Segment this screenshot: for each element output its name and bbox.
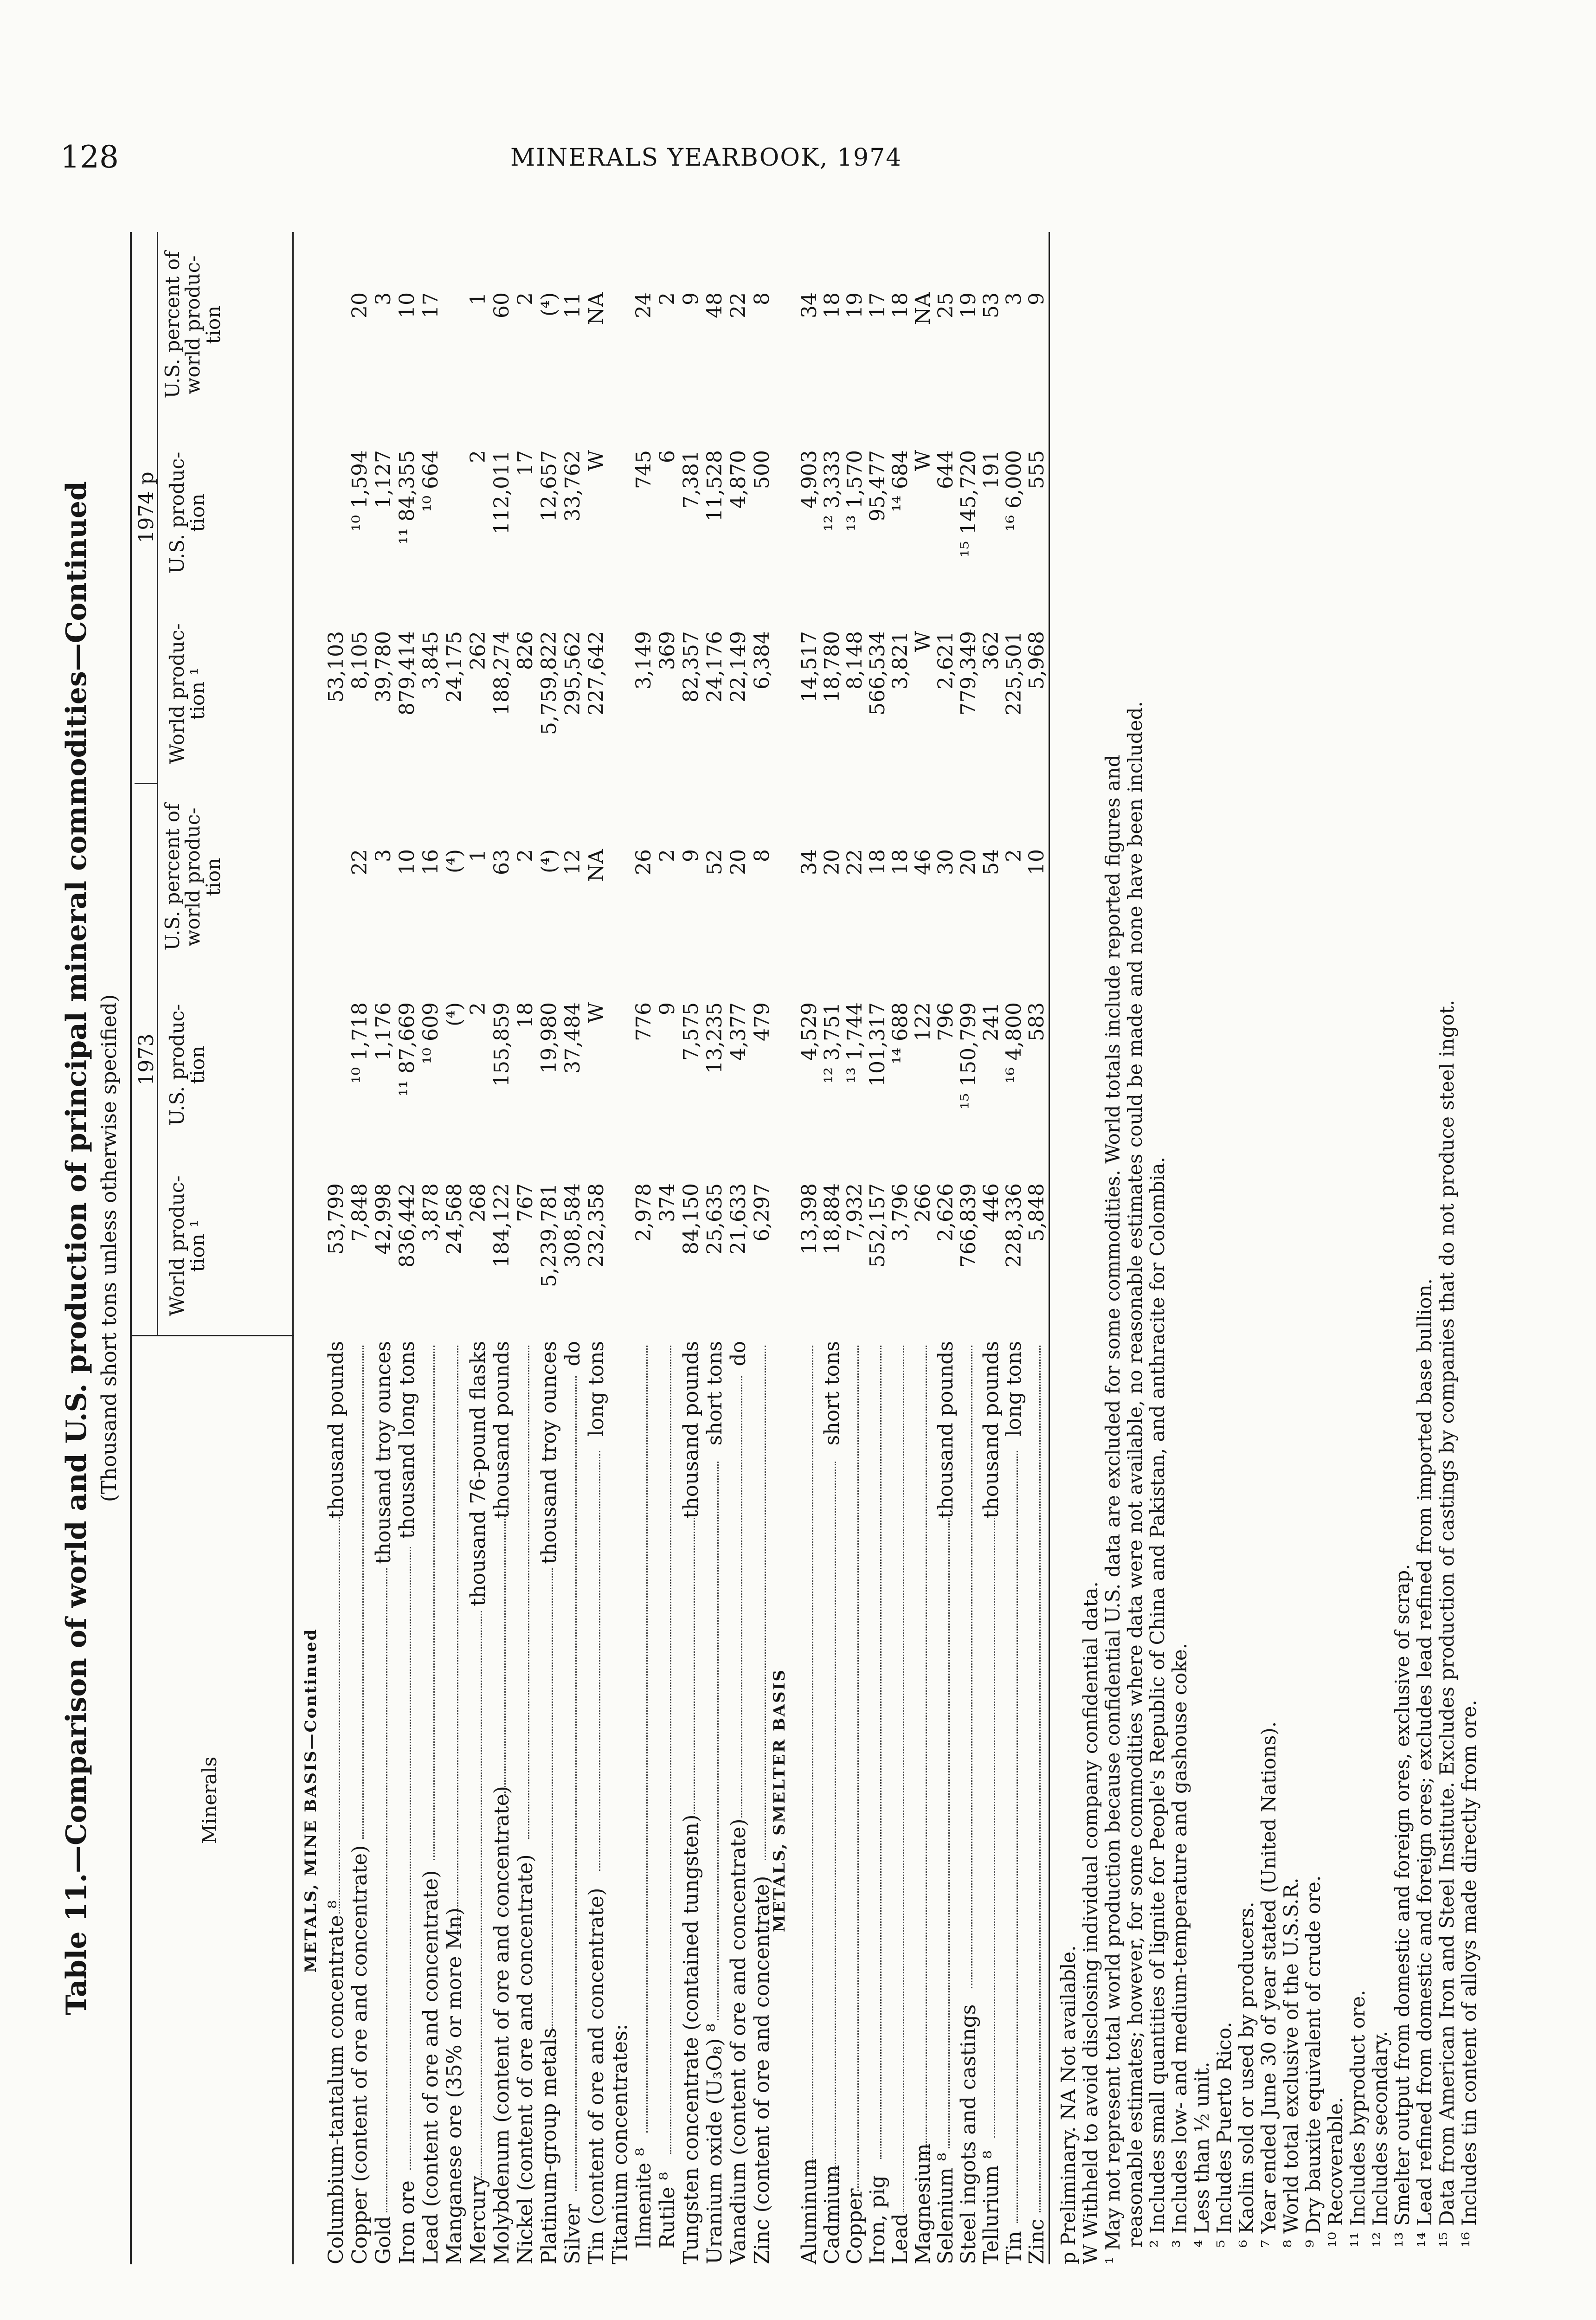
- cell-u73: 4,377: [727, 1002, 750, 1061]
- cell-u74: 33,762: [561, 450, 585, 522]
- table-row: [656, 232, 679, 2264]
- cell-w73: 3,796: [888, 1183, 912, 1242]
- table-row: [912, 232, 935, 2264]
- cell-w73: 836,442: [395, 1183, 419, 1268]
- cell-w74: 3,821: [888, 631, 912, 690]
- cell-w74: 262: [466, 631, 490, 670]
- footnote: ¹⁶ Includes tin content of alloys made directly from ore.: [1458, 1700, 1480, 2248]
- table-row: [980, 232, 1003, 2264]
- row-label: Titanium concentrates:: [608, 2024, 632, 2264]
- cell-u73: ¹⁰ 609: [419, 1002, 443, 1064]
- table-row: [396, 232, 419, 2264]
- table-row: [866, 232, 889, 2264]
- cell-u74: ¹⁴ 684: [888, 450, 912, 512]
- footnote: ¹⁴ Lead refined from domestic and foreign ores; excludes lead refined from imported base bullion.: [1413, 1278, 1436, 2248]
- row-label: Copper: [843, 2188, 867, 2264]
- cell-w73: 446: [979, 1183, 1003, 1222]
- dot-leader: [528, 1346, 529, 1839]
- cell-w74: W: [911, 631, 935, 652]
- cell-u74: 500: [750, 450, 774, 489]
- cell-w74: 295,562: [561, 631, 585, 715]
- period-1973: 1973: [135, 1033, 158, 1086]
- cell-u73: (⁴): [443, 1002, 466, 1026]
- table-subtitle: (Thousand short tons unless otherwise specified): [97, 994, 121, 1502]
- cell-u73: ¹⁰ 1,718: [348, 1002, 372, 1084]
- cell-u74: 644: [934, 450, 958, 489]
- col-header-world-1974: World produc- tion ¹: [166, 623, 209, 764]
- cell-u74: 745: [632, 450, 656, 489]
- cell-p73: 2: [1002, 849, 1026, 862]
- cell-p74: 2: [656, 292, 679, 305]
- table-row: [490, 232, 514, 2264]
- cell-w74: 53,103: [324, 631, 348, 702]
- cell-p73: 54: [979, 849, 1003, 875]
- cell-u73: 7,575: [679, 1002, 703, 1061]
- cell-w73: 13,398: [798, 1183, 821, 1255]
- row-label: Aluminum: [798, 2158, 821, 2264]
- cell-p73: 46: [911, 849, 935, 875]
- cell-p73: 30: [934, 849, 958, 875]
- row-label: Copper (content of ore and concentrate): [348, 1845, 372, 2264]
- cell-p74: 10: [395, 292, 419, 318]
- cell-u73: 241: [979, 1002, 1003, 1041]
- cell-u74: ¹⁶ 6,000: [1002, 450, 1026, 532]
- running-head: MINERALS YEARBOOK, 1974: [510, 144, 902, 172]
- cell-p73: 20: [957, 849, 980, 875]
- cell-w73: 228,336: [1002, 1183, 1026, 1268]
- row-label: Iron, pig: [866, 2175, 889, 2264]
- cell-w73: 7,848: [348, 1183, 372, 1242]
- row-label: Zinc: [1025, 2219, 1049, 2264]
- cell-p74: 2: [514, 292, 537, 305]
- table-row: [727, 232, 750, 2264]
- table-row: [703, 232, 727, 2264]
- cell-p74: (⁴): [537, 292, 561, 316]
- cell-w74: 227,642: [585, 631, 608, 715]
- cell-w74: 362: [979, 631, 1003, 670]
- cell-p74: 18: [820, 292, 844, 318]
- dot-leader: [410, 1547, 411, 2170]
- cell-u74: ¹⁵ 145,720: [957, 450, 980, 558]
- row-label: Rutile ⁸: [656, 2172, 679, 2249]
- table-row: [798, 232, 821, 2264]
- cell-w74: 3,845: [419, 631, 443, 690]
- dot-leader: [880, 1346, 882, 2159]
- row-label: Vanadium (content of ore and concentrate): [727, 1818, 750, 2264]
- dot-leader: [457, 1346, 458, 1935]
- row-label: Tellurium ⁸: [979, 2150, 1003, 2264]
- cell-u74: ¹² 3,333: [820, 450, 844, 532]
- cell-u74: 555: [1025, 450, 1049, 489]
- cell-w74: 3,149: [632, 631, 656, 690]
- cell-u74: W: [585, 450, 608, 471]
- cell-w74: 369: [656, 631, 679, 670]
- row-unit: thousand pounds: [490, 1341, 514, 1519]
- cell-u73: ¹³ 1,744: [843, 1002, 867, 1084]
- cell-w73: 232,358: [585, 1183, 608, 1268]
- footnote: ¹⁰ Recoverable.: [1324, 2097, 1347, 2248]
- cell-p74: 48: [703, 292, 727, 318]
- cell-u74: 11,528: [703, 450, 727, 522]
- row-label: Manganese ore (35% or more Mn): [443, 1908, 466, 2264]
- dot-leader: [903, 1346, 904, 2212]
- table-row: [467, 232, 490, 2264]
- cell-w74: 8,105: [348, 631, 372, 690]
- cell-u73: 2: [466, 1002, 490, 1015]
- dot-leader: [812, 1346, 813, 2170]
- row-label: Mercury: [466, 2176, 490, 2264]
- cell-p73: 10: [1025, 849, 1049, 875]
- dot-leader: [926, 1346, 927, 2159]
- footnote: ⁷ Year ended June 30 of year stated (United Nations).: [1257, 1721, 1280, 2248]
- cell-p73: 52: [703, 849, 727, 875]
- table-row: [419, 232, 443, 2264]
- table-row: [889, 232, 912, 2264]
- cell-p73: NA: [585, 849, 608, 882]
- cell-w74: 779,349: [957, 631, 980, 715]
- rotated-table: [60, 232, 1522, 2264]
- table-row: [934, 232, 958, 2264]
- cell-w74: 8,148: [843, 631, 867, 690]
- cell-p74: NA: [911, 292, 935, 325]
- cell-u73: ¹¹ 87,669: [395, 1002, 419, 1097]
- top-rule: [130, 232, 132, 2264]
- row-unit: do: [727, 1341, 750, 1366]
- cell-w73: 5,239,781: [537, 1183, 561, 1287]
- cell-u73: 796: [934, 1002, 958, 1041]
- row-label: Platinum-group metals: [537, 2028, 561, 2264]
- cell-w73: 42,998: [372, 1183, 395, 1255]
- row-label: Iron ore: [395, 2180, 419, 2264]
- row-unit: thousand troy ounces: [372, 1341, 395, 1564]
- cell-u73: ¹² 3,751: [820, 1002, 844, 1084]
- footnote: p Preliminary. NA Not available.: [1057, 1945, 1080, 2264]
- cell-w74: 5,968: [1025, 631, 1049, 690]
- table-row: [538, 232, 561, 2264]
- col-header-pct-1974: U.S. percent of world produc- tion: [161, 251, 225, 399]
- page-header: [0, 0, 1596, 195]
- cell-u74: ¹⁰ 664: [419, 450, 443, 512]
- cell-w73: 268: [466, 1183, 490, 1222]
- dot-leader: [552, 1568, 553, 2031]
- footnote: ¹¹ Includes byproduct ore.: [1346, 1990, 1369, 2248]
- cell-w73: 84,150: [679, 1183, 703, 1255]
- row-unit: thousand troy ounces: [537, 1341, 561, 1564]
- cell-u74: 17: [514, 450, 537, 476]
- cell-p74: 20: [348, 292, 372, 318]
- dot-leader: [386, 1568, 387, 2212]
- cell-p74: NA: [585, 292, 608, 325]
- cell-p74: 22: [727, 292, 750, 318]
- cell-u73: 18: [514, 1002, 537, 1028]
- dot-leader: [857, 1346, 859, 2191]
- cell-p73: 20: [820, 849, 844, 875]
- footnote: ¹ May not represent total world production because confidential U.S. data are excluded for some commodities. World totals include reported figures and: [1101, 754, 1124, 2264]
- cell-u73: 4,529: [798, 1002, 821, 1061]
- table-row: [843, 232, 867, 2264]
- cell-u74: W: [911, 450, 935, 471]
- table-row: [561, 232, 585, 2264]
- row-label: Tungsten concentrate (contained tungsten): [679, 1814, 703, 2264]
- cell-p73: 20: [727, 849, 750, 875]
- cell-p74: 3: [372, 292, 395, 305]
- dot-leader: [433, 1346, 435, 1860]
- cell-w73: 6,297: [750, 1183, 774, 1242]
- row-unit: long tons: [585, 1341, 608, 1437]
- cell-p73: 26: [632, 849, 656, 875]
- cell-p74: 17: [419, 292, 443, 318]
- cell-w74: 188,274: [490, 631, 514, 715]
- cell-w74: 22,149: [727, 631, 750, 702]
- footnote: ³ Includes low- and medium-temperature and gashouse coke.: [1168, 1643, 1191, 2248]
- row-unit: do: [561, 1341, 585, 1366]
- cell-p73: 22: [348, 849, 372, 875]
- row-label: Tin: [1002, 2231, 1026, 2264]
- row-label: Silver: [561, 2204, 585, 2264]
- row-unit: short tons: [820, 1341, 844, 1446]
- row-label: Nickel (content of ore and concentrate): [514, 1854, 537, 2264]
- row-label: Steel ingots and castings: [957, 2004, 980, 2264]
- cell-w73: 3,878: [419, 1183, 443, 1242]
- cell-p73: 3: [372, 849, 395, 862]
- table-row: [348, 232, 372, 2264]
- cell-u74: 4,903: [798, 450, 821, 509]
- cell-w74: 566,534: [866, 631, 889, 715]
- period-1974: 1974 p: [135, 471, 158, 543]
- row-label: Molybdenum (content of ore and concentrate): [490, 1786, 514, 2264]
- cell-w74: 14,517: [798, 631, 821, 702]
- cell-w74: 826: [514, 631, 537, 670]
- col-header-world-1973: World produc- tion ¹: [166, 1175, 209, 1316]
- col-header-pct-1973: U.S. percent of world produc- tion: [161, 803, 225, 951]
- page-number: 128: [60, 139, 119, 175]
- table-row: [1003, 232, 1026, 2264]
- row-unit: thousand pounds: [324, 1341, 348, 1519]
- cell-u74: ¹³ 1,570: [843, 450, 867, 532]
- cell-u74: 191: [979, 450, 1003, 489]
- footnote: ¹³ Smelter output from domestic and foreign ores, exclusive of scrap.: [1391, 1564, 1414, 2248]
- cell-p73: 2: [514, 849, 537, 862]
- row-unit: thousand long tons: [395, 1341, 419, 1539]
- cell-u73: 1,176: [372, 1002, 395, 1061]
- cell-u73: 122: [911, 1002, 935, 1041]
- row-label: Ilmenite ⁸: [632, 2148, 656, 2249]
- cell-u73: ¹⁶ 4,800: [1002, 1002, 1026, 1084]
- dot-leader: [481, 1611, 482, 2180]
- table-bottom-rule: [1049, 232, 1050, 2264]
- cell-p74: 1: [466, 292, 490, 305]
- col-header-minerals: Minerals: [198, 1756, 221, 1844]
- cell-w73: 308,584: [561, 1183, 585, 1268]
- cell-w73: 766,839: [957, 1183, 980, 1268]
- footnote: ⁶ Kaolin sold or used by producers.: [1235, 1901, 1258, 2248]
- cell-w73: 552,157: [866, 1183, 889, 1268]
- footnote: ² Includes small quantities of lignite for People's Republic of China and Pakistan, and anthracite for Colombia.: [1146, 1157, 1169, 2248]
- cell-w73: 767: [514, 1183, 537, 1222]
- cell-w73: 53,799: [324, 1183, 348, 1255]
- table-row: [443, 232, 466, 2264]
- row-label: Tin (content of ore and concentrate): [585, 1888, 608, 2264]
- col-header-us-1973: U.S. produc- tion: [166, 1004, 209, 1126]
- table-title: Table 11.—Comparison of world and U.S. production of principal mineral commodities—Continued: [60, 481, 93, 2015]
- cell-w74: 39,780: [372, 631, 395, 702]
- table-row: [632, 232, 656, 2264]
- dot-leader: [765, 1346, 766, 1860]
- cell-u74: ¹¹ 84,355: [395, 450, 419, 545]
- cell-w73: 7,932: [843, 1183, 867, 1242]
- cell-p73: 63: [490, 849, 514, 875]
- cell-u74: 112,011: [490, 450, 514, 535]
- cell-p73: 34: [798, 849, 821, 875]
- row-label: Uranium oxide (U₃O₈) ⁸: [703, 2024, 727, 2264]
- cell-p74: 19: [843, 292, 867, 318]
- cell-u73: 9: [656, 1002, 679, 1015]
- cell-p74: 11: [561, 292, 585, 318]
- row-label: Cadmium: [820, 2165, 844, 2264]
- cell-u73: W: [585, 1002, 608, 1024]
- cell-w73: 266: [911, 1183, 935, 1222]
- footnote: ⁴ Less than ½ unit.: [1191, 2062, 1213, 2248]
- cell-u73: 155,859: [490, 1002, 514, 1087]
- cell-p73: 10: [395, 849, 419, 875]
- cell-p73: 18: [866, 849, 889, 875]
- row-unit: thousand pounds: [934, 1341, 958, 1519]
- cell-u73: 479: [750, 1002, 774, 1041]
- header-bottom-rule: [292, 232, 294, 2264]
- cell-w74: 24,175: [443, 631, 466, 702]
- cell-p73: 1: [466, 849, 490, 862]
- dot-leader: [670, 1346, 671, 2154]
- cell-u73: 583: [1025, 1002, 1049, 1041]
- cell-u73: 19,980: [537, 1002, 561, 1074]
- table-row: [1025, 232, 1049, 2264]
- row-label: Columbium-tantalum concentrate ⁸: [324, 1900, 348, 2264]
- cell-p74: 8: [750, 292, 774, 305]
- row-unit: thousand 76-pound flasks: [466, 1341, 490, 1606]
- cell-p74: 9: [679, 292, 703, 305]
- cell-p74: 18: [888, 292, 912, 318]
- footnote: ⁸ World total exclusive of the U.S.S.R.: [1280, 1877, 1302, 2248]
- footnote: ¹² Includes secondary.: [1369, 2030, 1391, 2248]
- table-row: [585, 232, 608, 2264]
- cell-p74: 34: [798, 292, 821, 318]
- cell-u73: 101,317: [866, 1002, 889, 1087]
- cell-u73: ¹⁵ 150,799: [957, 1002, 980, 1110]
- row-unit: long tons: [1002, 1341, 1026, 1437]
- cell-u74: 6: [656, 450, 679, 463]
- footnote: ¹⁵ Data from American Iron and Steel Institute. Excludes production of castings by companies that do not produce steel ingot.: [1435, 999, 1458, 2248]
- section-smelter-basis: METALS, SMELTER BASIS: [770, 1669, 789, 1932]
- cell-p74: 24: [632, 292, 656, 318]
- table-row: [609, 232, 632, 2264]
- cell-w74: 225,501: [1002, 631, 1026, 715]
- cell-p74: 19: [957, 292, 980, 318]
- cell-w74: 82,357: [679, 631, 703, 702]
- cell-u73: 13,235: [703, 1002, 727, 1074]
- cell-u73: ¹⁴ 688: [888, 1002, 912, 1064]
- cell-w74: 5,759,822: [537, 631, 561, 735]
- cell-w74: 2,621: [934, 631, 958, 690]
- cell-p74: 25: [934, 292, 958, 318]
- cell-u74: 4,870: [727, 450, 750, 509]
- cell-w74: 18,780: [820, 631, 844, 702]
- cell-u73: 37,484: [561, 1002, 585, 1074]
- row-label: Gold: [372, 2216, 395, 2264]
- row-unit: short tons: [703, 1341, 727, 1446]
- cell-u74: 1,127: [372, 450, 395, 509]
- table-row: [821, 232, 844, 2264]
- cell-w73: 25,635: [703, 1183, 727, 1255]
- cell-p73: 2: [656, 849, 679, 862]
- cell-u74: 12,657: [537, 450, 561, 522]
- row-label: Selenium ⁸: [934, 2152, 958, 2264]
- cell-p74: 17: [866, 292, 889, 318]
- row-label: Zinc (content of ore and concentrate): [750, 1875, 774, 2264]
- dot-leader: [646, 1346, 648, 2133]
- table-row: [514, 232, 537, 2264]
- dot-leader: [362, 1346, 364, 1839]
- cell-w74: 6,384: [750, 631, 774, 690]
- section-mine-basis: METALS, MINE BASIS—Continued: [302, 1628, 320, 1973]
- col-header-us-1974: U.S. produc- tion: [166, 451, 209, 574]
- cell-p73: 18: [888, 849, 912, 875]
- cell-p73: 8: [750, 849, 774, 862]
- cell-w73: 21,633: [727, 1183, 750, 1255]
- cell-p74: 53: [979, 292, 1003, 318]
- cell-p73: 22: [843, 849, 867, 875]
- footnote: W Withheld to avoid disclosing individual company confidential data.: [1079, 1581, 1102, 2264]
- cell-u73: 776: [632, 1002, 656, 1041]
- dot-leader: [971, 1346, 972, 1988]
- table-row: [325, 232, 348, 2264]
- row-label: Lead: [888, 2213, 912, 2264]
- cell-w74: 24,176: [703, 631, 727, 702]
- row-label: Lead (content of ore and concentrate): [419, 1870, 443, 2264]
- row-unit: thousand pounds: [679, 1341, 703, 1519]
- cell-p74: 60: [490, 292, 514, 318]
- table-row: [957, 232, 980, 2264]
- cell-p73: (⁴): [443, 849, 466, 873]
- cell-w73: 2,978: [632, 1183, 656, 1242]
- table-row: [372, 232, 395, 2264]
- footnote: reasonable estimates; however, for some commodities where data were not available, no reasonable estimates could be made and none have been included.: [1124, 701, 1146, 2248]
- cell-w73: 2,626: [934, 1183, 958, 1242]
- cell-p74: 3: [1002, 292, 1026, 305]
- cell-w74: 879,414: [395, 631, 419, 715]
- footnote: ⁹ Dry bauxite equivalent of crude ore.: [1302, 1875, 1325, 2248]
- cell-p73: (⁴): [537, 849, 561, 873]
- cell-u74: 95,477: [866, 450, 889, 522]
- cell-p74: 9: [1025, 292, 1049, 305]
- cell-p73: 9: [679, 849, 703, 862]
- row-unit: thousand pounds: [979, 1341, 1003, 1519]
- cell-w73: 374: [656, 1183, 679, 1222]
- cell-w73: 5,848: [1025, 1183, 1049, 1242]
- cell-w73: 184,122: [490, 1183, 514, 1268]
- dot-leader: [1039, 1346, 1041, 2212]
- table-row: [680, 232, 703, 2264]
- row-label: Magnesium: [911, 2143, 935, 2264]
- cell-p73: 12: [561, 849, 585, 875]
- cell-w73: 24,568: [443, 1183, 466, 1255]
- cell-u74: 7,381: [679, 450, 703, 509]
- footnote: ⁵ Includes Puerto Rico.: [1213, 2022, 1236, 2248]
- cell-u74: ¹⁰ 1,594: [348, 450, 372, 532]
- cell-u74: 2: [466, 450, 490, 463]
- cell-w73: 18,884: [820, 1183, 844, 1255]
- cell-p73: 16: [419, 849, 443, 875]
